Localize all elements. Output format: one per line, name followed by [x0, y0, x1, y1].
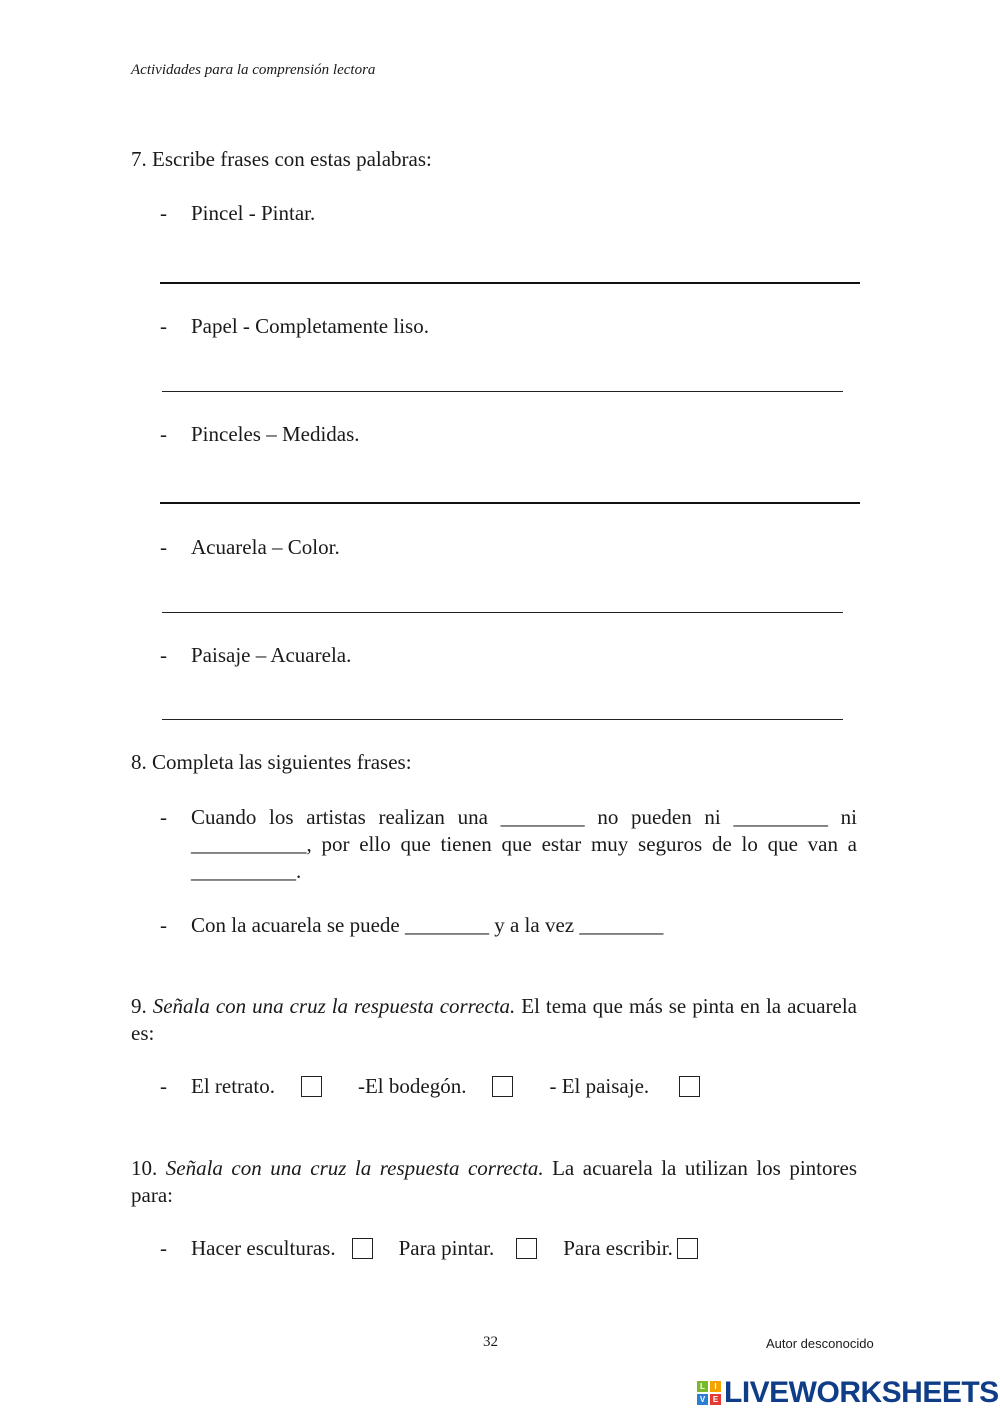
page-header: Actividades para la comprensión lectora	[131, 62, 376, 78]
q7-item-3: - Pinceles – Medidas.	[160, 422, 360, 446]
author-credit: Autor desconocido	[766, 1336, 874, 1351]
liveworksheets-brand[interactable]	[697, 1378, 999, 1408]
q10-option-sculptures: Hacer esculturas.	[191, 1236, 336, 1260]
q10-instruction: Señala con una cruz la respuesta correcta.	[165, 1156, 544, 1180]
q8-sentence-2: - Con la acuarela se puede ________ y a la vez ________	[160, 912, 857, 939]
liveworksheets-wordmark: LIVEWORKSHEETS	[724, 1376, 999, 1409]
q9-option-stilllife: -El bodegón.	[357, 1074, 467, 1098]
q7-item-1-text: Pincel - Pintar.	[191, 201, 316, 225]
q9-options: - El retrato. -El bodegón. - El paisaje.	[160, 1074, 700, 1099]
q7-answer-line-4[interactable]	[162, 612, 843, 613]
q7-answer-line-1[interactable]	[160, 282, 860, 284]
q10-question: La acuarela la utilizan los pintores para:	[131, 1156, 858, 1207]
q10-option-write: Para escribir.	[563, 1236, 673, 1260]
q9-checkbox-portrait[interactable]	[301, 1076, 322, 1097]
q10-prompt: 10. Señala con una cruz la respuesta correcta. La acuarela la utilizan los pintores para:	[131, 1156, 858, 1207]
q9-checkbox-landscape[interactable]	[679, 1076, 700, 1097]
q8-sentence-1-text[interactable]: Cuando los artistas realizan una ________ no pueden ni _________ ni ___________, por ello que tienen que estar muy seguros de lo que van a __________.	[191, 805, 857, 883]
q9-question: El tema que más se pinta en la acuarela es:	[131, 994, 858, 1045]
q8-title: 8. Completa las siguientes frases:	[131, 750, 412, 774]
q7-item-2: - Papel - Completamente liso.	[160, 314, 429, 338]
q10-checkbox-sculptures[interactable]	[352, 1238, 373, 1259]
q7-answer-line-2[interactable]	[162, 391, 843, 392]
q10-option-paint: Para pintar.	[398, 1236, 495, 1260]
q9-prompt: 9. Señala con una cruz la respuesta correcta. El tema que más se pinta en la acuarela es:	[131, 994, 858, 1045]
q8-sentence-2-text[interactable]: Con la acuarela se puede ________ y a la vez ________	[191, 913, 664, 937]
q7-item-5-text: Paisaje – Acuarela.	[191, 643, 352, 667]
q9-option-portrait: El retrato.	[191, 1074, 275, 1098]
q8-sentence-1: - Cuando los artistas realizan una ________ no pueden ni _________ ni ___________, por ello que tienen que estar muy seguros de lo que van a __________.	[160, 805, 857, 883]
q7-title: 7. Escribe frases con estas palabras:	[131, 147, 432, 171]
q9-instruction: Señala con una cruz la respuesta correcta.	[152, 994, 516, 1018]
q9-checkbox-stilllife[interactable]	[492, 1076, 513, 1097]
q9-option-landscape: - El paisaje.	[549, 1074, 650, 1098]
q10-checkbox-paint[interactable]	[516, 1238, 537, 1259]
q7-item-5: - Paisaje – Acuarela.	[160, 643, 352, 667]
q7-item-3-text: Pinceles – Medidas.	[191, 422, 360, 446]
q7-answer-line-3[interactable]	[160, 502, 860, 504]
q7-item-4: - Acuarela – Color.	[160, 535, 340, 559]
q10-checkbox-write[interactable]	[677, 1238, 698, 1259]
liveworksheets-logo-icon: L I V E	[697, 1381, 721, 1405]
q7-item-2-text: Papel - Completamente liso.	[191, 314, 429, 338]
q7-answer-line-5[interactable]	[162, 719, 843, 720]
page-number: 32	[483, 1334, 498, 1350]
q10-options: - Hacer esculturas. Para pintar. Para escribir.	[160, 1236, 698, 1261]
q7-item-1: - Pincel - Pintar.	[160, 201, 316, 225]
q7-item-4-text: Acuarela – Color.	[191, 535, 340, 559]
